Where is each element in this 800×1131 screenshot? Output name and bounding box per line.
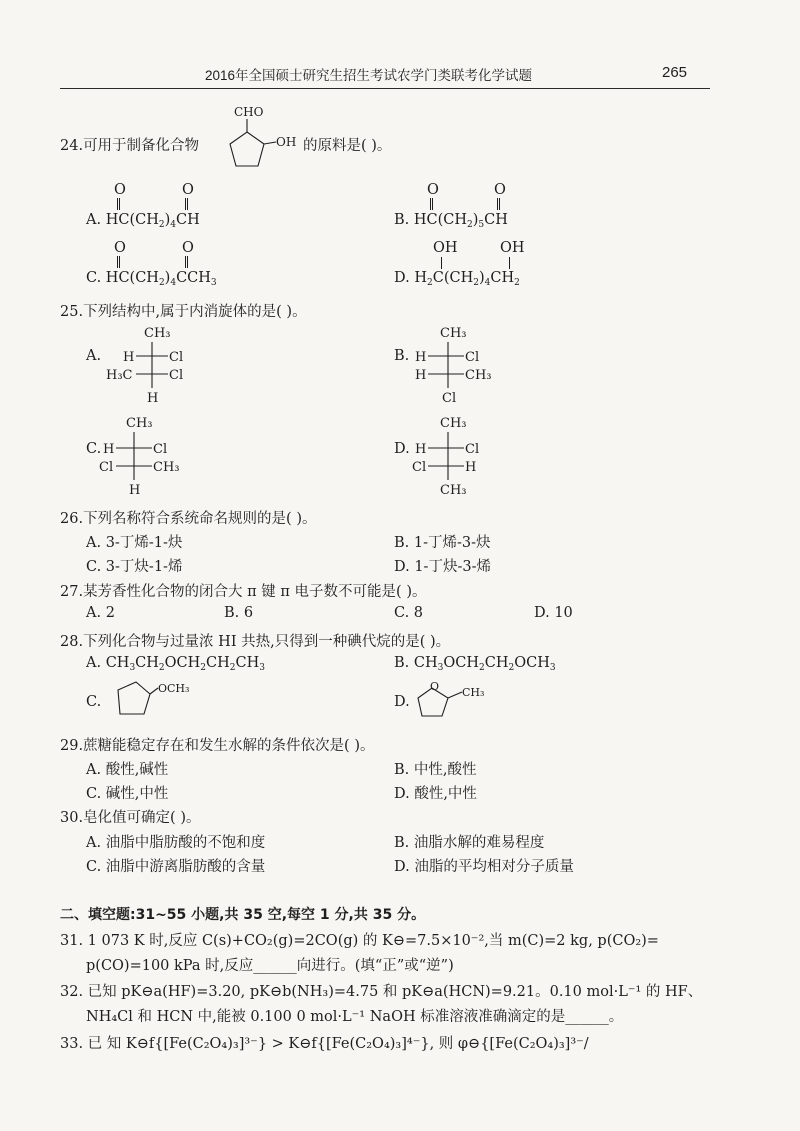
svg-text:Cl: Cl	[442, 391, 457, 406]
svg-text:CH₃: CH₃	[153, 460, 180, 475]
header-rule	[60, 88, 710, 89]
q28-d-letter: D.	[394, 694, 410, 710]
svg-text:Cl: Cl	[169, 350, 184, 365]
svg-text:CH₃: CH₃	[440, 416, 467, 431]
q27-option-c: C. 8	[394, 605, 424, 621]
q26-option-c: C. 3-丁炔-1-烯	[86, 559, 183, 575]
q25-fischer-d	[400, 412, 510, 498]
q24-c-bond1	[117, 256, 120, 268]
q28-option-b: B. $CH_3OCH_2CH_2OCH_3$	[394, 655, 556, 673]
q24-oh-label: OH	[276, 135, 297, 149]
q32-line1: 32. 已知 pK⊖a(HF)=3.20, pK⊖b(NH₃)=4.75 和 pK⊖a(HCN)=9.21。0.10 mol·L⁻¹ 的 HF、	[60, 984, 703, 1000]
svg-text:Cl: Cl	[465, 442, 480, 457]
q28-cyclopentyl-methyl-ether	[98, 676, 198, 724]
svg-text:H: H	[415, 368, 427, 383]
q24-a-o1: O	[114, 182, 126, 198]
svg-text:H: H	[147, 391, 159, 404]
q24-d-oh1: OH	[433, 240, 458, 256]
q26-option-d: D. 1-丁炔-3-烯	[394, 559, 491, 575]
q24-b-bond1	[430, 198, 433, 210]
svg-text:Cl: Cl	[169, 368, 184, 383]
svg-text:Cl: Cl	[412, 460, 427, 475]
q26-option-b: B. 1-丁烯-3-炔	[394, 535, 491, 551]
svg-text:CH₃: CH₃	[440, 483, 467, 498]
q28-methyl-thf	[404, 676, 504, 724]
svg-text:H: H	[123, 350, 135, 365]
svg-text:CH₃: CH₃	[126, 416, 153, 431]
q29-option-a: A. 酸性,碱性	[86, 762, 169, 778]
header-title: 2016年全国硕士研究生招生考试农学门类联考化学试题	[205, 68, 533, 83]
q25-b-letter: B.	[394, 348, 410, 364]
q24-c-o2: O	[182, 240, 194, 256]
q24-b-o1: O	[427, 182, 439, 198]
q30-option-c: C. 油脂中游离脂肪酸的含量	[86, 859, 266, 875]
q24-cho-label: CHO	[234, 105, 264, 119]
q24-option-a: A. $HC(CH_2)_4CH$	[86, 212, 200, 230]
svg-text:H: H	[103, 442, 115, 457]
q29-option-b: B. 中性,酸性	[394, 762, 477, 778]
q24-c-bond2	[185, 256, 188, 268]
q25-fischer-b	[400, 322, 510, 406]
q25-fischer-c	[96, 412, 206, 498]
q24-d-bond2	[509, 257, 510, 269]
q30-prompt: 30.皂化值可确定( )。	[60, 810, 201, 826]
svg-text:H: H	[415, 442, 427, 457]
svg-text:OCH₃: OCH₃	[158, 682, 190, 695]
svg-text:H₃C: H₃C	[106, 368, 133, 383]
q31-line2: p(CO)=100 kPa 时,反应______向进行。(填“正”或“逆”)	[86, 958, 454, 974]
svg-text:CH₃: CH₃	[440, 326, 467, 341]
q24-a-bond1	[117, 198, 120, 210]
q25-fischer-a	[96, 322, 206, 404]
svg-text:Cl: Cl	[465, 350, 480, 365]
q24-a-bond2	[185, 198, 188, 210]
q26-option-a: A. 3-丁烯-1-炔	[86, 535, 183, 551]
q27-prompt: 27.某芳香性化合物的闭合大 π 键 π 电子数不可能是( )。	[60, 584, 427, 600]
q24-a-o2: O	[182, 182, 194, 198]
q24-d-oh2: OH	[500, 240, 525, 256]
q24-prompt-tail: 的原料是( )。	[303, 138, 392, 154]
q25-d-letter: D.	[394, 441, 410, 457]
q27-option-b: B. 6	[224, 605, 254, 621]
svg-text:H: H	[415, 350, 427, 365]
q30-option-a: A. 油脂中脂肪酸的不饱和度	[86, 835, 266, 851]
q25-prompt: 25.下列结构中,属于内消旋体的是( )。	[60, 304, 307, 320]
q28-prompt: 28.下列化合物与过量浓 HI 共热,只得到一种碘代烷的是( )。	[60, 634, 451, 650]
svg-text:CH₃: CH₃	[144, 326, 171, 341]
q30-option-d: D. 油脂的平均相对分子质量	[394, 859, 574, 875]
q24-c-o1: O	[114, 240, 126, 256]
q33-line1: 33. 已 知 K⊖f{[Fe(C₂O₄)₃]³⁻} > K⊖f{[Fe(C₂O₄)₃]⁴⁻}, 则 φ⊖{[Fe(C₂O₄)₃]³⁻/	[60, 1036, 589, 1052]
q29-option-c: C. 碱性,中性	[86, 786, 169, 802]
q24-option-d: D. $H_2C(CH_2)_4CH_2$	[394, 270, 520, 288]
q26-prompt: 26.下列名称符合系统命名规则的是( )。	[60, 511, 317, 527]
svg-text:H: H	[465, 460, 477, 475]
svg-text:H: H	[129, 483, 141, 498]
q24-b-o2: O	[494, 182, 506, 198]
q29-option-d: D. 酸性,中性	[394, 786, 477, 802]
q31-line1: 31. 1 073 K 时,反应 C(s)+CO₂(g)=2CO(g) 的 K⊖=7.5×10⁻²,当 m(C)=2 kg, p(CO₂)=	[60, 933, 659, 949]
q29-prompt: 29.蔗糖能稳定存在和发生水解的条件依次是( )。	[60, 738, 375, 754]
svg-text:Cl: Cl	[153, 442, 168, 457]
q25-c-letter: C.	[86, 441, 102, 457]
svg-text:CH₃: CH₃	[462, 686, 485, 699]
q27-option-d: D. 10	[534, 605, 573, 621]
q24-prompt: 24.可用于制备化合物	[60, 138, 200, 154]
q28-c-letter: C.	[86, 694, 102, 710]
q30-option-b: B. 油脂水解的难易程度	[394, 835, 545, 851]
q32-line2: NH₄Cl 和 HCN 中,能被 0.100 0 mol·L⁻¹ NaOH 标准溶液准确滴定的是______。	[86, 1009, 624, 1025]
q24-d-bond1	[441, 257, 442, 269]
q27-option-a: A. 2	[86, 605, 115, 621]
page-number: 265	[662, 64, 688, 81]
q24-option-b: B. $HC(CH_2)_5CH$	[394, 212, 508, 230]
q24-option-c: C. $HC(CH_2)_4CCH_3$	[86, 270, 217, 288]
q25-a-letter: A.	[86, 348, 102, 364]
section-2-title: 二、填空题:31~55 小题,共 35 空,每空 1 分,共 35 分。	[60, 907, 426, 923]
svg-text:Cl: Cl	[99, 460, 114, 475]
q24-b-bond2	[497, 198, 500, 210]
q28-option-a: A. $CH_3CH_2OCH_2CH_2CH_3$	[86, 655, 265, 673]
svg-text:O: O	[430, 680, 440, 693]
svg-text:CH₃: CH₃	[465, 368, 492, 383]
q24-cyclopentane-structure	[210, 104, 300, 176]
